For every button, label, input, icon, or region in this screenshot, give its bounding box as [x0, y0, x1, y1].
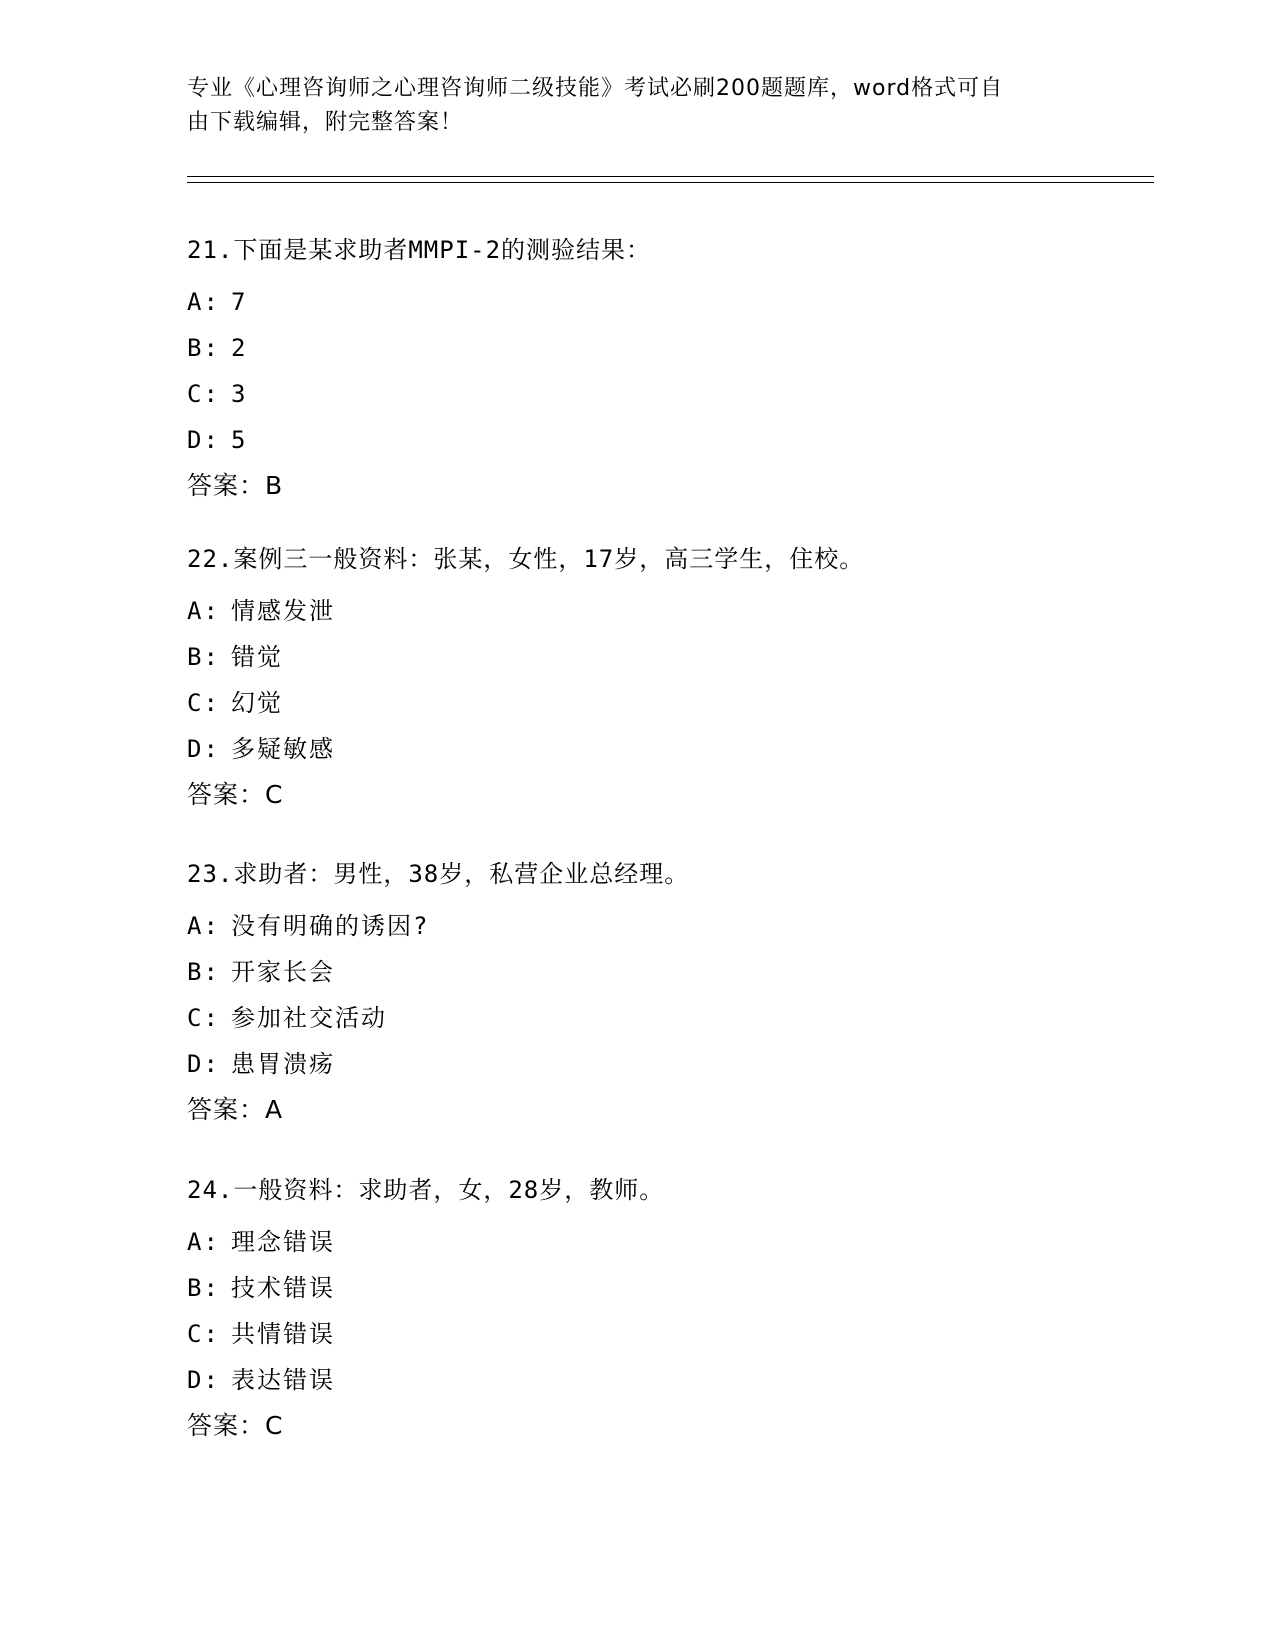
option-b	[187, 949, 1147, 995]
option-text: 错觉	[231, 643, 283, 671]
question-stem: 24.一般资料：求助者，女，28岁，教师。	[187, 1176, 665, 1204]
option-letter: C:	[187, 380, 220, 408]
question-stem: 21.下面是某求助者MMPI-2的测验结果：	[187, 236, 652, 264]
header-line-1: 专业《心理咨询师之心理咨询师二级技能》考试必刷200题题库，word格式可自	[187, 76, 1004, 101]
option-letter: D:	[187, 426, 220, 454]
header-line-2: 由下载编辑，附完整答案！	[187, 110, 464, 135]
answer: 答案：A	[187, 1095, 284, 1124]
option-letter: B:	[187, 643, 220, 671]
option-d	[187, 726, 1147, 772]
option-letter: D:	[187, 735, 220, 763]
option-text: 5	[231, 426, 248, 454]
option-letter: C:	[187, 689, 220, 717]
option-letter: A:	[187, 1228, 220, 1256]
option-text: 表达错误	[231, 1366, 335, 1394]
option-a	[187, 588, 1147, 634]
option-text: 开家长会	[231, 958, 335, 986]
option-c	[187, 995, 1147, 1041]
question-stem: 23.求助者：男性，38岁，私营企业总经理。	[187, 860, 690, 888]
option-a	[187, 903, 1147, 949]
option-a	[187, 1219, 1147, 1265]
option-a	[187, 279, 1147, 325]
option-b	[187, 634, 1147, 680]
option-letter: A:	[187, 912, 220, 940]
option-d	[187, 1041, 1147, 1087]
option-text: 7	[231, 288, 248, 316]
option-letter: C:	[187, 1004, 220, 1032]
option-text: 技术错误	[231, 1274, 335, 1302]
question-23	[187, 857, 1147, 1133]
option-letter: B:	[187, 958, 220, 986]
option-letter: A:	[187, 288, 220, 316]
option-text: 2	[231, 334, 248, 362]
option-text: 没有明确的诱因?	[231, 912, 430, 940]
answer: 答案：C	[187, 780, 284, 809]
question-stem: 22.案例三一般资料：张某，女性，17岁，高三学生，住校。	[187, 545, 865, 573]
answer: 答案：B	[187, 471, 284, 500]
option-c	[187, 680, 1147, 726]
option-letter: D:	[187, 1050, 220, 1078]
option-b	[187, 325, 1147, 371]
option-text: 多疑敏感	[231, 735, 335, 763]
option-c	[187, 371, 1147, 417]
option-letter: D:	[187, 1366, 220, 1394]
option-text: 情感发泄	[231, 597, 335, 625]
option-d	[187, 1357, 1147, 1403]
question-21	[187, 233, 1147, 509]
answer: 答案：C	[187, 1411, 284, 1440]
question-22	[187, 542, 1147, 818]
option-text: 共情错误	[231, 1320, 335, 1348]
option-letter: A:	[187, 597, 220, 625]
header-divider-bottom	[187, 182, 1154, 183]
option-text: 3	[231, 380, 248, 408]
header-divider-top	[187, 176, 1154, 177]
option-letter: C:	[187, 1320, 220, 1348]
option-letter: B:	[187, 1274, 220, 1302]
option-c	[187, 1311, 1147, 1357]
option-b	[187, 1265, 1147, 1311]
option-letter: B:	[187, 334, 220, 362]
document-header	[187, 72, 1067, 140]
question-24	[187, 1173, 1147, 1449]
option-d	[187, 417, 1147, 463]
option-text: 理念错误	[231, 1228, 335, 1256]
option-text: 患胃溃疡	[231, 1050, 335, 1078]
option-text: 参加社交活动	[231, 1004, 387, 1032]
option-text: 幻觉	[231, 689, 283, 717]
